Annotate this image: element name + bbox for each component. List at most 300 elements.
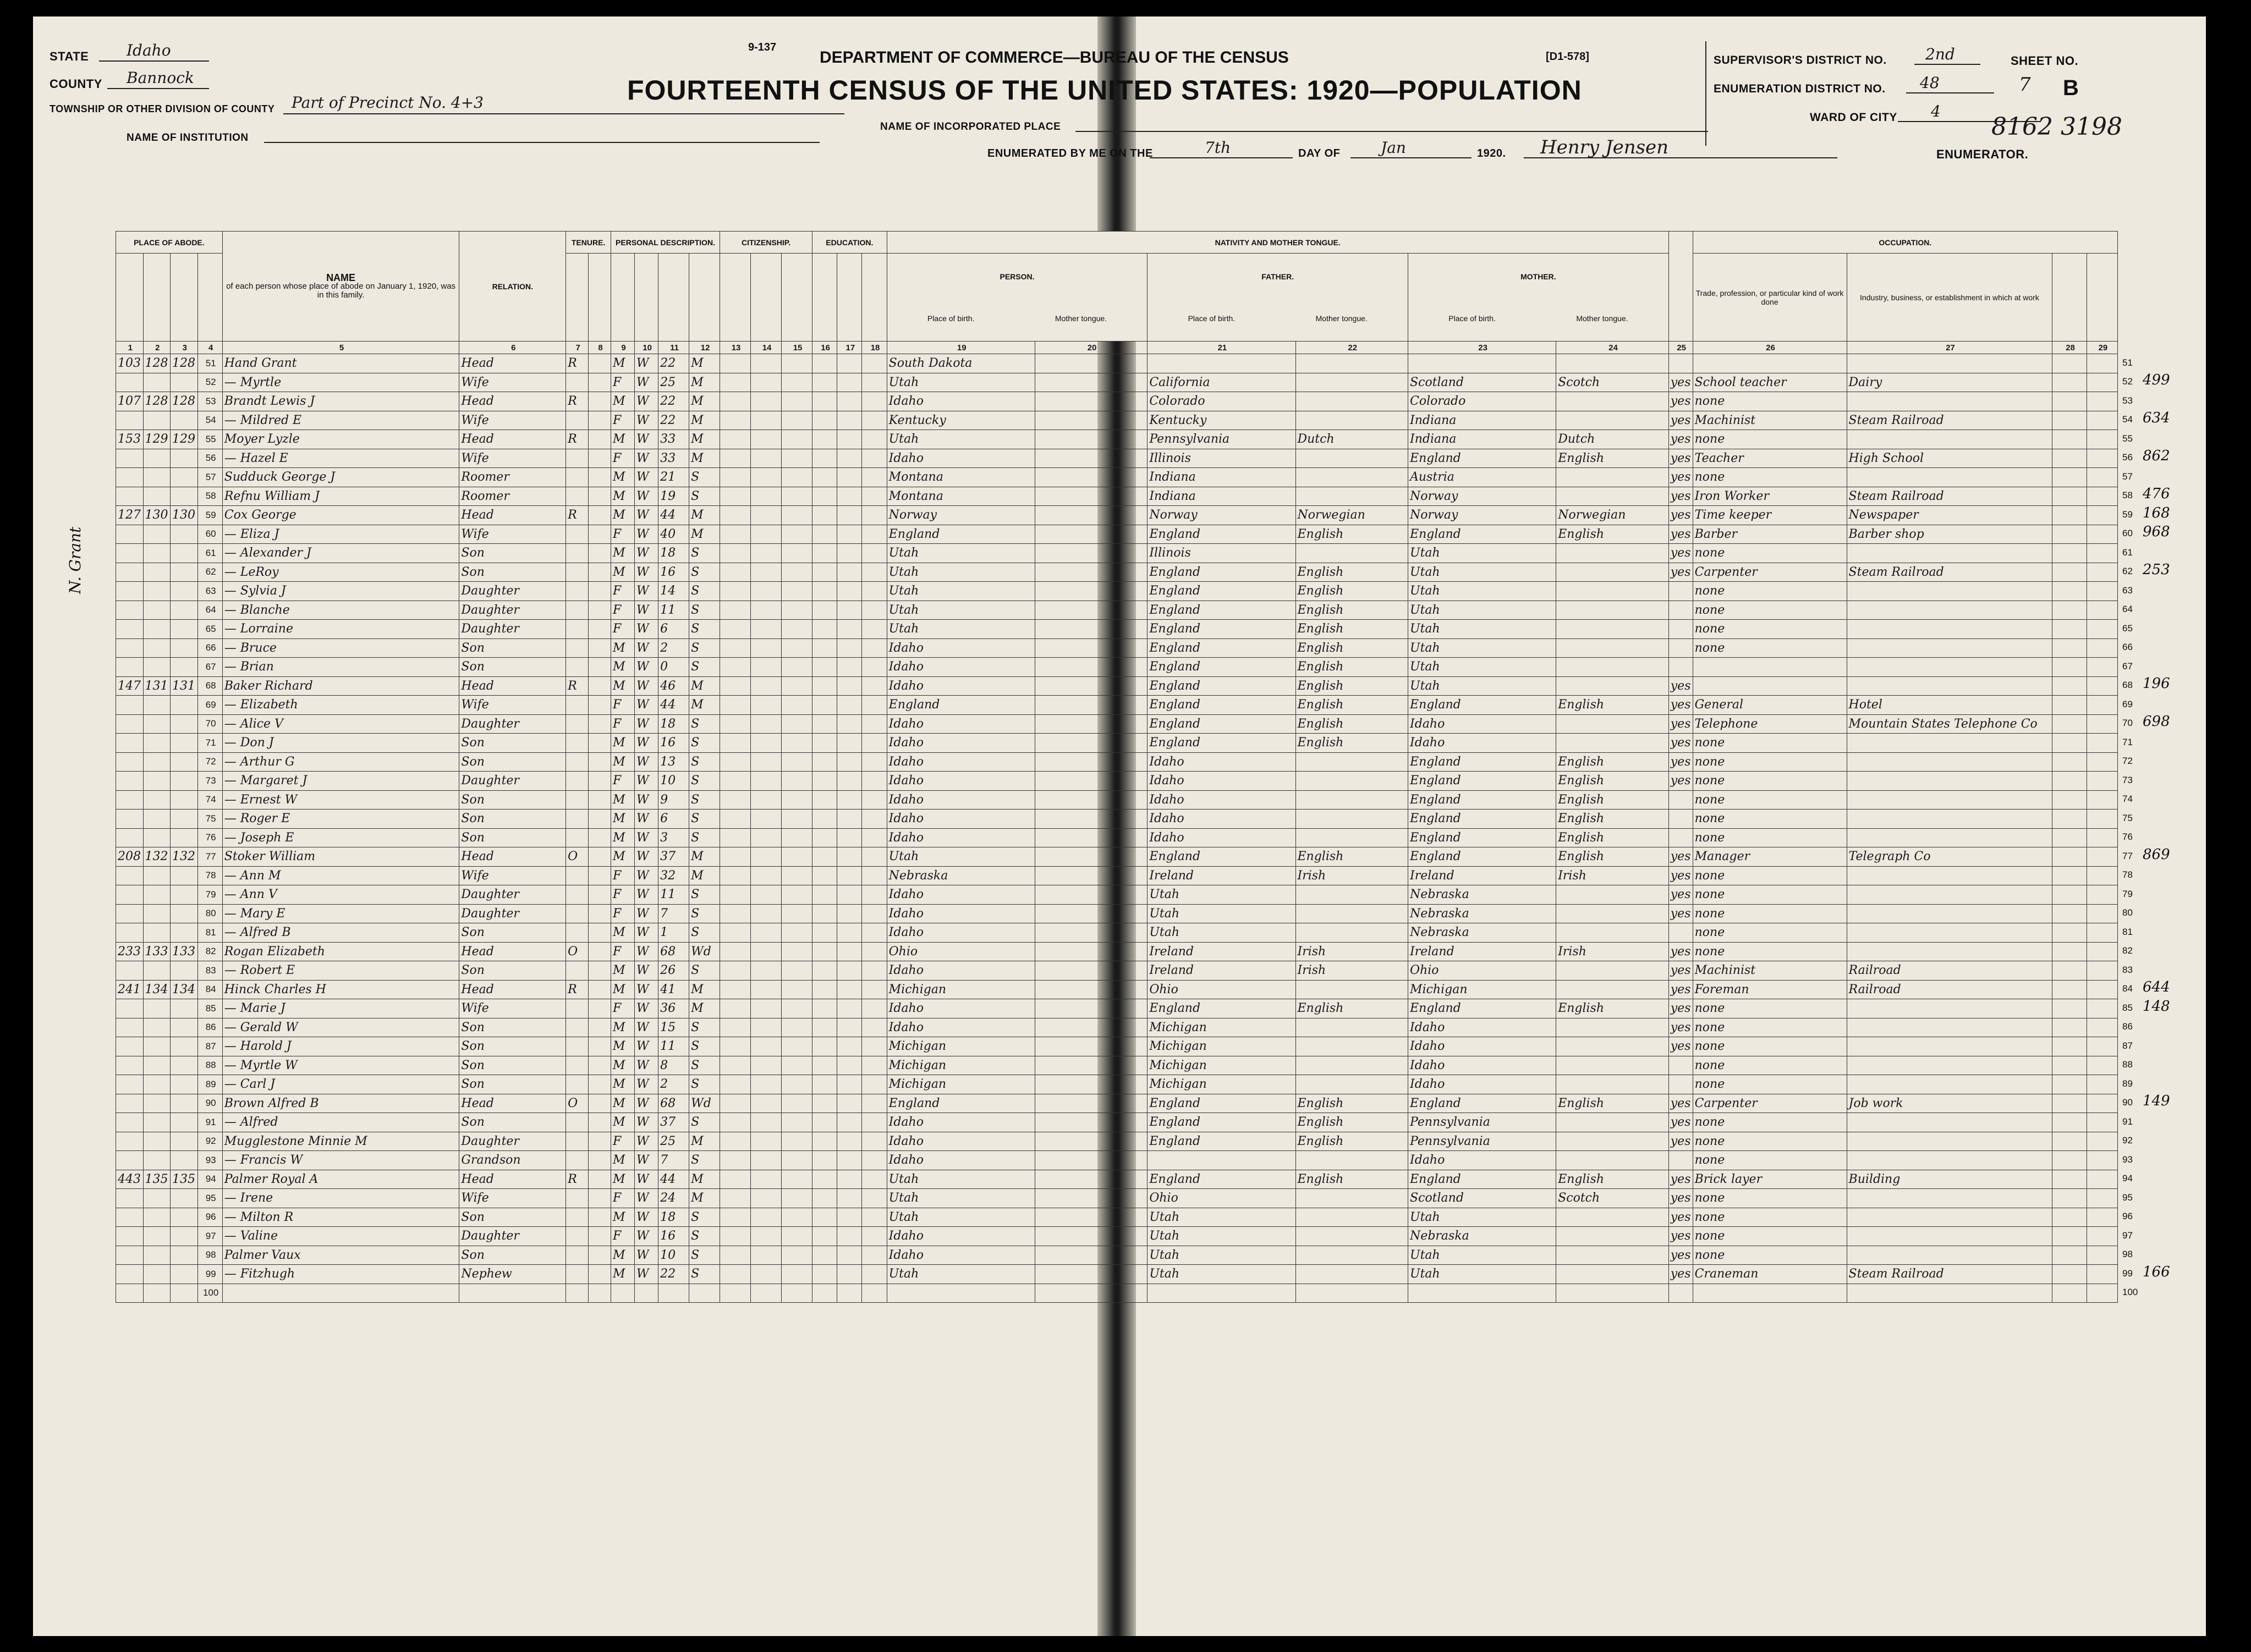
father-birthplace-cell: England: [1148, 676, 1295, 696]
father-birthplace-cell: England: [1148, 714, 1295, 734]
age-cell: 7: [658, 904, 689, 923]
right-line-number: 78: [2122, 869, 2133, 880]
industry-cell: [1847, 544, 2052, 563]
mother-birthplace-cell: Utah: [1408, 601, 1556, 620]
marital-status-cell: S: [689, 487, 720, 506]
table-row: [116, 525, 2118, 544]
table-row: [116, 734, 2118, 753]
father-tongue-cell: Irish: [1295, 961, 1408, 981]
father-birthplace-cell: Kentucky: [1148, 411, 1295, 430]
column-number: 8: [589, 342, 611, 354]
race-cell: W: [635, 544, 658, 563]
family-number-cell: [171, 961, 198, 981]
person-name-cell: — Blanche: [222, 601, 459, 620]
relation-cell: Son: [459, 1113, 566, 1132]
relation-cell: Daughter: [459, 1132, 566, 1151]
mother-birthplace-cell: England: [1408, 696, 1556, 715]
occupation-cell: Craneman: [1693, 1265, 1847, 1284]
father-birthplace-cell: England: [1148, 1132, 1295, 1151]
right-line-number: 74: [2122, 794, 2133, 804]
dwelling-number-cell: [143, 468, 171, 487]
tenure-cell: [566, 525, 589, 544]
column-number: 17: [837, 342, 862, 354]
street-number-cell: 103: [116, 354, 144, 373]
table-row: [116, 1208, 2118, 1227]
margin-total: 968: [2143, 524, 2170, 540]
family-number-cell: [171, 658, 198, 677]
father-birthplace-cell: Indiana: [1148, 487, 1295, 506]
person-name-cell: — Elizabeth: [222, 696, 459, 715]
mother-tongue-cell: English: [1556, 525, 1669, 544]
line-number-cell: 57: [197, 468, 222, 487]
mother-tongue-cell: Irish: [1556, 866, 1669, 885]
mother-birthplace-cell: Indiana: [1408, 411, 1556, 430]
street-number-cell: [116, 772, 144, 791]
occupation-cell: none: [1693, 1056, 1847, 1075]
father-tongue-cell: [1295, 904, 1408, 923]
sex-cell: M: [611, 354, 634, 373]
dwelling-number-cell: [143, 1056, 171, 1075]
birthplace-cell: Idaho: [887, 810, 1035, 829]
mother-birthplace-cell: Idaho: [1408, 1018, 1556, 1037]
table-row: [116, 1151, 2118, 1170]
relation-cell: Son: [459, 1075, 566, 1094]
occupation-cell: none: [1693, 923, 1847, 943]
tenure-cell: R: [566, 354, 589, 373]
dwelling-number-cell: [143, 1113, 171, 1132]
dwelling-number-cell: [143, 790, 171, 810]
age-cell: 7: [658, 1151, 689, 1170]
dwelling-number-cell: 128: [143, 392, 171, 411]
birthplace-cell: Idaho: [887, 961, 1035, 981]
marital-status-cell: S: [689, 772, 720, 791]
tenure-cell: [566, 1018, 589, 1037]
margin-total: 644: [2143, 979, 2170, 995]
mother-birthplace-cell: Colorado: [1408, 392, 1556, 411]
family-number-cell: [171, 1265, 198, 1284]
occupation-cell: Machinist: [1693, 961, 1847, 981]
line-number-cell: 59: [197, 506, 222, 525]
mother-birthplace-cell: Austria: [1408, 468, 1556, 487]
marital-status-cell: S: [689, 1056, 720, 1075]
speaks-english-cell: yes: [1668, 411, 1693, 430]
relation-cell: Wife: [459, 525, 566, 544]
age-cell: 44: [658, 506, 689, 525]
speaks-english-cell: yes: [1668, 980, 1693, 999]
line-number-cell: 69: [197, 696, 222, 715]
dwelling-number-cell: [143, 999, 171, 1018]
table-row: [116, 1189, 2118, 1208]
occupation-header: OCCUPATION.: [1693, 232, 2117, 254]
line-number-cell: 96: [197, 1208, 222, 1227]
mother-birthplace-cell: England: [1408, 828, 1556, 847]
industry-cell: [1847, 468, 2052, 487]
line-number-cell: 52: [197, 373, 222, 392]
column-number: 5: [222, 342, 459, 354]
mother-tongue-cell: [1556, 601, 1669, 620]
right-line-number: 64: [2122, 604, 2133, 614]
sex-cell: M: [611, 658, 634, 677]
person-name-cell: Cox George: [222, 506, 459, 525]
form-number: 9-137: [748, 41, 777, 53]
age-cell: 46: [658, 676, 689, 696]
mother-birthplace-cell: Idaho: [1408, 1037, 1556, 1056]
industry-cell: [1847, 904, 2052, 923]
column-number: 24: [1556, 342, 1669, 354]
table-row: [116, 1227, 2118, 1246]
mother-tongue-cell: [1556, 468, 1669, 487]
race-cell: W: [635, 1265, 658, 1284]
race-cell: W: [635, 1037, 658, 1056]
street-number-cell: [116, 487, 144, 506]
line-number-cell: 88: [197, 1056, 222, 1075]
family-number-cell: [171, 487, 198, 506]
trade-subheader: Trade, profession, or particular kind of work done: [1693, 254, 1847, 342]
speaks-english-cell: yes: [1668, 696, 1693, 715]
occupation-cell: none: [1693, 885, 1847, 905]
enumerator-label: ENUMERATOR.: [1936, 147, 2029, 161]
birthplace-cell: Idaho: [887, 904, 1035, 923]
father-birthplace-cell: Utah: [1148, 923, 1295, 943]
sex-cell: M: [611, 1246, 634, 1265]
industry-cell: [1847, 866, 2052, 885]
column-number: 9: [611, 342, 634, 354]
industry-cell: [1847, 1132, 2052, 1151]
tenure-cell: R: [566, 676, 589, 696]
table-row: [116, 942, 2118, 961]
right-line-number: 51: [2122, 357, 2133, 368]
relation-cell: Son: [459, 790, 566, 810]
table-row: [116, 904, 2118, 923]
industry-cell: [1847, 734, 2052, 753]
father-tongue-cell: English: [1295, 999, 1408, 1018]
family-number-cell: [171, 411, 198, 430]
mother-tongue-cell: [1556, 1265, 1669, 1284]
street-number-cell: 147: [116, 676, 144, 696]
birthplace-cell: Idaho: [887, 714, 1035, 734]
tenure-cell: [566, 1113, 589, 1132]
industry-cell: [1847, 923, 2052, 943]
street-number-cell: [116, 810, 144, 829]
race-cell: W: [635, 734, 658, 753]
table-row: [116, 714, 2118, 734]
tenure-cell: [566, 923, 589, 943]
mother-tongue-cell: English: [1556, 810, 1669, 829]
person-name-cell: — Alfred: [222, 1113, 459, 1132]
street-number-cell: [116, 904, 144, 923]
marital-status-cell: S: [689, 1265, 720, 1284]
marital-status-cell: M: [689, 1132, 720, 1151]
race-cell: W: [635, 487, 658, 506]
father-birthplace-cell: Michigan: [1148, 1018, 1295, 1037]
sex-cell: F: [611, 866, 634, 885]
race-cell: W: [635, 772, 658, 791]
table-row: [116, 1018, 2118, 1037]
family-number-cell: [171, 1037, 198, 1056]
table-row: [116, 885, 2118, 905]
marital-status-cell: S: [689, 828, 720, 847]
marital-status-cell: S: [689, 1075, 720, 1094]
industry-cell: [1847, 1151, 2052, 1170]
industry-cell: [1847, 942, 2052, 961]
tenure-cell: [566, 1189, 589, 1208]
street-number-cell: 153: [116, 430, 144, 449]
speaks-english-cell: [1668, 1151, 1693, 1170]
relation-cell: Head: [459, 847, 566, 867]
father-tongue-cell: [1295, 1265, 1408, 1284]
father-tongue-cell: [1295, 1075, 1408, 1094]
tenure-cell: [566, 790, 589, 810]
marital-status-cell: S: [689, 1151, 720, 1170]
mother-birthplace-cell: [1408, 1284, 1556, 1303]
family-number-cell: 135: [171, 1170, 198, 1189]
right-line-number: 67: [2122, 660, 2133, 671]
birthplace-cell: Idaho: [887, 1132, 1035, 1151]
industry-cell: Steam Railroad: [1847, 411, 2052, 430]
person-name-cell: — Ann V: [222, 885, 459, 905]
tenure-cell: [566, 563, 589, 582]
speaks-english-cell: yes: [1668, 506, 1693, 525]
dwelling-number-cell: 130: [143, 506, 171, 525]
dwelling-number-cell: [143, 923, 171, 943]
marital-status-cell: M: [689, 392, 720, 411]
relation-cell: Son: [459, 638, 566, 658]
table-row: [116, 411, 2118, 430]
right-line-number: 100: [2122, 1287, 2138, 1297]
street-number-cell: 208: [116, 847, 144, 867]
sex-cell: M: [611, 430, 634, 449]
margin-total: 253: [2143, 561, 2170, 578]
sex-cell: M: [611, 923, 634, 943]
table-row: [116, 563, 2118, 582]
speaks-english-cell: [1668, 923, 1693, 943]
dwelling-number-cell: [143, 1189, 171, 1208]
sex-cell: F: [611, 582, 634, 601]
relation-cell: Daughter: [459, 601, 566, 620]
sex-cell: F: [611, 999, 634, 1018]
occupation-cell: none: [1693, 544, 1847, 563]
father-tongue-cell: [1295, 810, 1408, 829]
industry-cell: Steam Railroad: [1847, 487, 2052, 506]
marital-status-cell: M: [689, 866, 720, 885]
person-name-cell: Brown Alfred B: [222, 1094, 459, 1113]
street-number-cell: [116, 1113, 144, 1132]
speaks-english-cell: yes: [1668, 1246, 1693, 1265]
table-row: [116, 1246, 2118, 1265]
marital-status-cell: M: [689, 1189, 720, 1208]
father-tongue-cell: English: [1295, 676, 1408, 696]
tenure-cell: [566, 999, 589, 1018]
person-name-cell: — Hazel E: [222, 449, 459, 468]
dwelling-number-cell: 132: [143, 847, 171, 867]
family-number-cell: [171, 734, 198, 753]
father-tongue-cell: [1295, 1246, 1408, 1265]
race-cell: W: [635, 392, 658, 411]
street-number-cell: [116, 638, 144, 658]
table-row: [116, 772, 2118, 791]
line-number-cell: 67: [197, 658, 222, 677]
marital-status-cell: M: [689, 525, 720, 544]
marital-status-cell: S: [689, 885, 720, 905]
year-value: 1920.: [1477, 147, 1506, 159]
street-number-cell: 233: [116, 942, 144, 961]
right-line-number: 87: [2122, 1040, 2133, 1051]
family-number-cell: [171, 582, 198, 601]
mother-birthplace-cell: England: [1408, 1170, 1556, 1189]
age-cell: 16: [658, 1227, 689, 1246]
father-tongue-cell: Irish: [1295, 866, 1408, 885]
father-tongue-cell: English: [1295, 1094, 1408, 1113]
marital-status-cell: Wd: [689, 1094, 720, 1113]
person-name-cell: — Roger E: [222, 810, 459, 829]
street-number-cell: [116, 544, 144, 563]
industry-cell: [1847, 430, 2052, 449]
speaks-english-cell: yes: [1668, 487, 1693, 506]
father-birthplace-cell: England: [1148, 734, 1295, 753]
race-cell: W: [635, 1246, 658, 1265]
occupation-cell: none: [1693, 1018, 1847, 1037]
speaks-english-cell: yes: [1668, 430, 1693, 449]
age-cell: 21: [658, 468, 689, 487]
speaks-english-cell: [1668, 601, 1693, 620]
dwelling-number-cell: [143, 734, 171, 753]
age-cell: 18: [658, 544, 689, 563]
birthplace-cell: England: [887, 696, 1035, 715]
mother-birthplace-cell: Utah: [1408, 563, 1556, 582]
dwelling-number-cell: [143, 1037, 171, 1056]
race-cell: W: [635, 790, 658, 810]
mother-birthplace-cell: Scotland: [1408, 373, 1556, 392]
birthplace-cell: Montana: [887, 487, 1035, 506]
relation-cell: Head: [459, 1094, 566, 1113]
father-birthplace-cell: Utah: [1148, 1208, 1295, 1227]
person-name-cell: — Alice V: [222, 714, 459, 734]
margin-total: 476: [2143, 486, 2170, 502]
birthplace-cell: Idaho: [887, 638, 1035, 658]
line-number-cell: 56: [197, 449, 222, 468]
father-tongue-cell: [1295, 1056, 1408, 1075]
birthplace-cell: Nebraska: [887, 866, 1035, 885]
father-birthplace-cell: England: [1148, 525, 1295, 544]
age-cell: 24: [658, 1189, 689, 1208]
line-number-cell: 89: [197, 1075, 222, 1094]
street-number-cell: [116, 468, 144, 487]
father-birthplace-cell: Idaho: [1148, 828, 1295, 847]
speaks-english-cell: [1668, 1056, 1693, 1075]
age-cell: 16: [658, 563, 689, 582]
occupation-cell: Teacher: [1693, 449, 1847, 468]
table-row: [116, 866, 2118, 885]
birthplace-cell: South Dakota: [887, 354, 1035, 373]
father-tongue-cell: English: [1295, 582, 1408, 601]
dwelling-number-cell: [143, 563, 171, 582]
race-cell: W: [635, 942, 658, 961]
age-cell: 11: [658, 1037, 689, 1056]
industry-cell: Newspaper: [1847, 506, 2052, 525]
mother-birthplace-cell: Utah: [1408, 620, 1556, 639]
father-tongue-cell: [1295, 468, 1408, 487]
mother-birthplace-cell: Norway: [1408, 506, 1556, 525]
sheet-letter: B: [2063, 76, 2079, 100]
tenure-cell: [566, 734, 589, 753]
father-birthplace-cell: England: [1148, 601, 1295, 620]
family-number-cell: [171, 810, 198, 829]
industry-cell: [1847, 752, 2052, 772]
street-number-cell: [116, 828, 144, 847]
mother-tongue-cell: [1556, 980, 1669, 999]
township-value: Part of Precinct No. 4+3: [292, 93, 484, 112]
family-number-cell: [171, 449, 198, 468]
line-number-cell: 93: [197, 1151, 222, 1170]
right-line-number: 69: [2122, 698, 2133, 709]
father-tongue-cell: [1295, 392, 1408, 411]
census-sheet: [33, 16, 2206, 1636]
speaks-english-cell: [1668, 828, 1693, 847]
race-cell: W: [635, 696, 658, 715]
street-number-cell: [116, 620, 144, 639]
speaks-english-cell: [1668, 582, 1693, 601]
occupation-cell: none: [1693, 1246, 1847, 1265]
sex-cell: F: [611, 772, 634, 791]
age-cell: 15: [658, 1018, 689, 1037]
speaks-english-cell: yes: [1668, 1094, 1693, 1113]
mother-birthplace-cell: Nebraska: [1408, 885, 1556, 905]
tenure-cell: [566, 487, 589, 506]
line-number-cell: 95: [197, 1189, 222, 1208]
street-number-cell: [116, 1189, 144, 1208]
mother-tongue-cell: [1556, 1151, 1669, 1170]
industry-cell: Steam Railroad: [1847, 563, 2052, 582]
family-number-cell: 132: [171, 847, 198, 867]
relation-cell: Head: [459, 1170, 566, 1189]
table-row: [116, 828, 2118, 847]
right-line-number: 62: [2122, 566, 2133, 576]
occupation-cell: none: [1693, 620, 1847, 639]
speaks-english-cell: [1668, 354, 1693, 373]
family-number-cell: [171, 752, 198, 772]
sex-cell: M: [611, 828, 634, 847]
line-number-cell: 90: [197, 1094, 222, 1113]
father-birthplace-cell: Ohio: [1148, 980, 1295, 999]
mother-birthplace-cell: Idaho: [1408, 1151, 1556, 1170]
dwelling-number-cell: [143, 638, 171, 658]
line-number-cell: 77: [197, 847, 222, 867]
person-name-cell: Hinck Charles H: [222, 980, 459, 999]
father-birthplace-cell: Idaho: [1148, 790, 1295, 810]
mother-birthplace-cell: Utah: [1408, 582, 1556, 601]
line-number-cell: 62: [197, 563, 222, 582]
sex-cell: M: [611, 638, 634, 658]
relation-cell: Grandson: [459, 1151, 566, 1170]
race-cell: W: [635, 1227, 658, 1246]
speaks-english-cell: yes: [1668, 1265, 1693, 1284]
father-birthplace-cell: England: [1148, 847, 1295, 867]
right-line-number: 83: [2122, 964, 2133, 975]
mother-tongue-cell: English: [1556, 449, 1669, 468]
tenure-cell: [566, 714, 589, 734]
street-number-cell: [116, 696, 144, 715]
line-number-cell: 60: [197, 525, 222, 544]
tenure-cell: [566, 620, 589, 639]
industry-cell: Telegraph Co: [1847, 847, 2052, 867]
marital-status-cell: S: [689, 1113, 720, 1132]
mother-tongue-cell: [1556, 1056, 1669, 1075]
sex-cell: F: [611, 411, 634, 430]
father-birthplace-cell: Idaho: [1148, 772, 1295, 791]
speaks-english-cell: [1668, 1075, 1693, 1094]
speaks-english-cell: yes: [1668, 1037, 1693, 1056]
father-birthplace-cell: Illinois: [1148, 449, 1295, 468]
